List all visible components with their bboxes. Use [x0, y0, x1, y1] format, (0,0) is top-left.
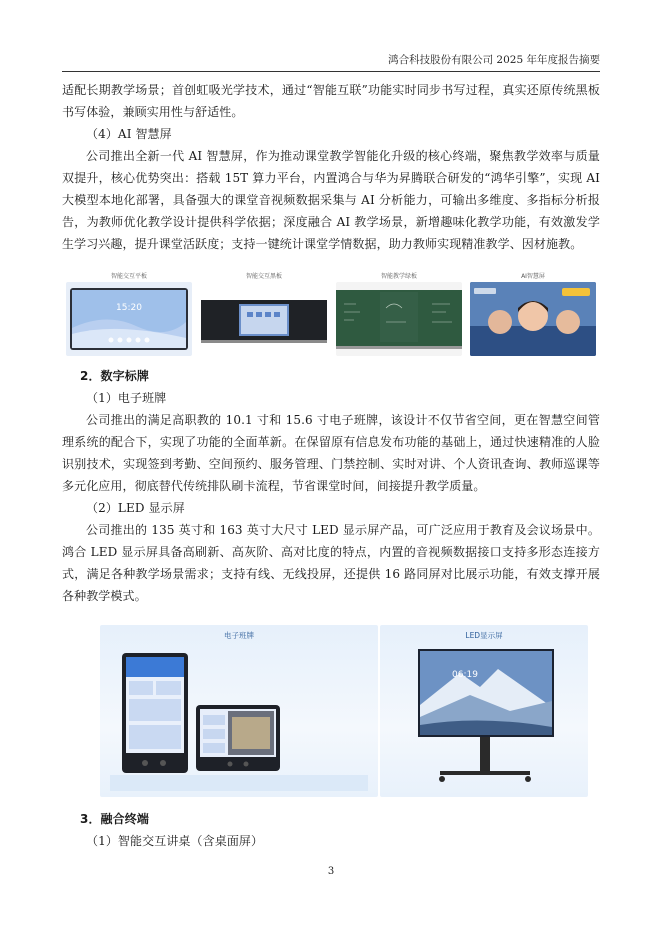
figure-caption: 电子班牌: [224, 631, 254, 640]
figure-caption: 智能教学绿板: [380, 273, 417, 280]
figure-caption: 智能交互平板: [110, 273, 147, 280]
page-number: 3: [327, 866, 335, 877]
report-header: 鸿合科技股份有限公司 2025 年年度报告摘要: [388, 54, 600, 66]
heading-led-display: （2）LED 显示屏: [86, 501, 185, 515]
paragraph-class-board: 公司推出的满足高职教的 10.1 寸和 15.6 寸电子班牌，该设计不仅节省空间，更在智慧空间管理系统的配合下，实现了功能的全面革新。在保留原有信息发布功能的基础上，通过快速精准的人脸识别技术，实现签到考勤、空间预约、服务管理、门禁控制、实时对讲、个人资讯查询、教师巡课等多元化应用，彻底替代传统排队刷卡流程，节省课堂时间，间接提升教学质量。: [62, 413, 600, 493]
figure-interactive-blackboard: [201, 271, 327, 357]
greenboard-image: [336, 282, 462, 356]
product-image-strip: [66, 271, 596, 357]
paragraph-ai-screen: 公司推出全新一代 AI 智慧屏，作为推动课堂教学智能化升级的核心终端，聚焦教学效率与质量双提升，核心优势突出：搭载 15T 算力平台，内置鸿合与华为昇腾联合研发的“鸿华引擎”，实现 AI 大模型本地化部署，具备强大的课堂音视频数据采集与 AI 分析能力，可输出多维度、多指标分析报告，为教师优化教学设计提供科学依据；深度融合 AI 教学场景，新增趣味化教学功能，有效激发学生学习兴趣，提升课堂活跃度；支持一键统计课堂学情数据，助力教师实现精准教学、因材施教。: [62, 149, 600, 251]
figure-caption: 智能交互黑板: [245, 273, 282, 280]
section-heading-digital-signage: 2．数字标牌: [80, 369, 149, 383]
figure-caption: AI智慧屏: [521, 273, 545, 280]
ai-screen-image: [470, 282, 596, 356]
panel-clock: 15:20: [116, 303, 142, 313]
heading-ai-screen: （4）AI 智慧屏: [86, 127, 172, 141]
figure-led-display: [380, 625, 588, 797]
figure-ai-screen: [470, 271, 596, 357]
led-clock: 06:19: [452, 670, 478, 680]
paragraph-led-display: 公司推出的 135 英寸和 163 英寸大尺寸 LED 显示屏产品，可广泛应用于教育及会议场景中。鸿合 LED 显示屏具备高刷新、高灰阶、高对比度的特点，内置的音视频数据接口支持多形态连接方式，满足各种教学场景需求；支持有线、无线投屏，还提供 16 路同屏对比展示功能，有效支撑开展各种教学模式。: [62, 523, 600, 603]
figure-green-board: [336, 271, 462, 357]
blackboard-image: [201, 282, 327, 356]
figure-caption: LED显示屏: [465, 631, 503, 640]
section-heading-fusion-terminal: 3．融合终端: [80, 812, 149, 826]
header-rule: [62, 71, 600, 72]
heading-smart-podium: （1）智能交互讲桌（含桌面屏）: [86, 834, 264, 848]
paragraph-blackboard-end: 适配长期教学场景；首创虹吸光学技术，通过“智能互联”功能实时同步书写过程，真实还原传统黑板书写体验，兼顾实用性与舒适性。: [62, 83, 600, 119]
heading-class-board: （1）电子班牌: [86, 391, 167, 405]
figure-class-board: [100, 625, 378, 797]
figure-interactive-panel: [66, 271, 192, 357]
panel-image: [66, 282, 192, 356]
